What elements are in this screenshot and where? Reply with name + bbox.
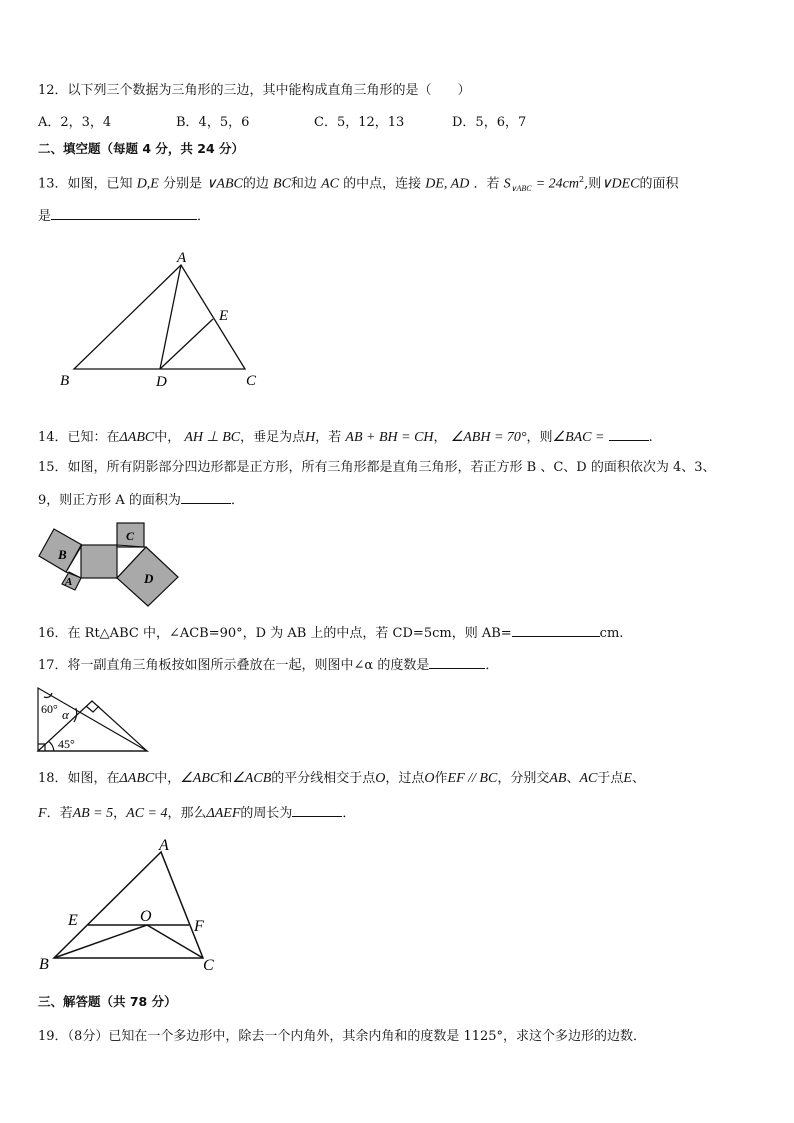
q14-text: ，垂足为点 [240,430,306,445]
q18-math: ∠ACB [232,771,272,786]
q13-label-c: C [246,373,257,389]
q12-option-a: A．2，3，4 [38,115,112,130]
section-3-title: 三、解答题（共 78 分） [38,994,177,1009]
q14-text: . [648,430,653,445]
q18-text: ．若 [46,806,73,821]
q13-label-e: E [219,308,229,324]
q18-text: 、 [631,771,645,786]
q18-label-b: B [39,956,49,973]
q18-math: ΔAEF [206,806,241,821]
q18-label-e: E [68,912,78,929]
q18-text: ，分别交 [497,771,550,786]
q18-math: ∠ABC [180,771,220,786]
q18-math: F [38,806,47,821]
q18-label-o: O [140,908,152,925]
q13-text: 的边 [242,176,269,192]
q18-math: ΔABC [119,771,155,786]
q13-label-a: A [177,250,187,266]
q13-label-b: B [60,373,70,389]
q13-math: D,E [136,176,159,192]
q13-math: DE, AD [425,176,470,192]
q17-label-alpha: α [62,707,69,722]
q14-text: ，若 [315,430,342,445]
q14-math: ΔABC [119,430,155,445]
q14-math: AB + BH = CH [345,430,434,445]
q18-math: O [375,771,386,786]
q18-segment-bo [54,925,147,958]
q18-text: 中， [154,771,181,786]
q18-math: AB [549,771,567,786]
q17-label-45: 45° [58,737,75,751]
q13-text: ,则 [584,176,602,192]
q13-text: 13．如图，已知 [38,176,133,192]
q15-label-d: D [144,571,154,586]
q12-text: 12．以下列三个数据为三角形的三边，其中能构成直角三角形的是（ ） [38,83,471,98]
q18-text: 的周长为 [240,806,293,821]
q17-text: ． [485,658,499,673]
q14-text: ，则 [526,430,553,445]
q14-text: ， [433,430,447,445]
q13-text: 是 [38,209,52,224]
q15-line-1: 15．如图，所有阴影部分四边形都是正方形，所有三角形都是直角三角形，若正方形 B 、C、D 的面积依次为 4、3、 [38,460,716,475]
q13-text: 的中点，连接 [343,176,422,192]
q13-text: ． [197,209,211,224]
q13-text: ．若 [473,176,500,192]
q15-text: 9，则正方形 A 的面积为 [38,493,181,508]
section-2-title: 二、填空题（每题 4 分，共 24 分） [38,141,245,156]
q16-text: 16．在 Rt△ABC 中，∠ACB=90°，D 为 AB 上的中点，若 CD=5cm，则 AB= [38,626,512,641]
q17-text: 17．将一副直角三角板按如图所示叠放在一起，则图中∠α 的度数是 [38,658,430,673]
q14-math: AH ⊥ BC [184,430,241,445]
q14-text: 中， [154,430,181,445]
q19-text: 19．（8分）已知在一个多边形中，除去一个内角外，其余内角和的度数是 1125°，求这个多边形的边数． [38,1029,647,1044]
q15-label-c: C [126,529,135,543]
q18-text: ，过点 [385,771,425,786]
q14-math: H [305,430,316,445]
q14-text: 14．已知：在 [38,430,120,445]
q18-triangle-abc [54,852,203,958]
q18-math: EF // BC [447,771,498,786]
q17-label-60: 60° [41,702,58,716]
q18-text: ，那么 [167,806,207,821]
q18-math: E [623,771,632,786]
q13-math: ∨DEC [601,176,640,192]
q18-text: 、 [566,771,580,786]
q13-math-sub: ∨ABC [510,183,532,193]
q13-math: = 24cm [535,176,580,192]
q18-label-c: C [203,957,214,974]
q15-label-b: B [58,547,67,562]
q18-text: 的平分线相交于点 [271,771,376,786]
q18-label-a: A [159,837,169,854]
q13-text: 和边 [290,176,317,192]
q14-math: ∠BAC = [552,430,605,445]
q18-text: ， [113,806,127,821]
q13-math: BC [273,176,291,192]
q18-label-f: F [194,918,204,935]
q18-text: 作 [434,771,448,786]
q12-option-c: C．5，12，13 [314,115,405,130]
q13-math-sup: 2 [579,175,585,184]
q15-label-a: A [65,576,73,588]
q13-math: S [503,176,511,192]
q13-math: ∨ABC [206,176,243,192]
q18-math: AC = 4 [126,806,168,821]
q13-text: 的面积 [639,176,679,192]
q13-label-d: D [156,374,167,390]
q18-math: AB = 5 [72,806,114,821]
q18-text: 和 [219,771,233,786]
q18-math: O [424,771,435,786]
q12-option-d: D．5，6，7 [452,115,527,130]
q13-text: 分别是 [163,176,203,192]
q18-text: 18．如图，在 [38,771,120,786]
q18-math: AC [579,771,598,786]
q18-text: 于点 [597,771,624,786]
q16-unit: cm. [599,626,624,641]
q12-option-b: B．4，5，6 [176,115,250,130]
q15-text: ． [230,493,244,508]
q18-text: ． [342,806,356,821]
q14-math: ∠ABH = 70° [450,430,527,445]
q13-math: AC [321,176,339,192]
